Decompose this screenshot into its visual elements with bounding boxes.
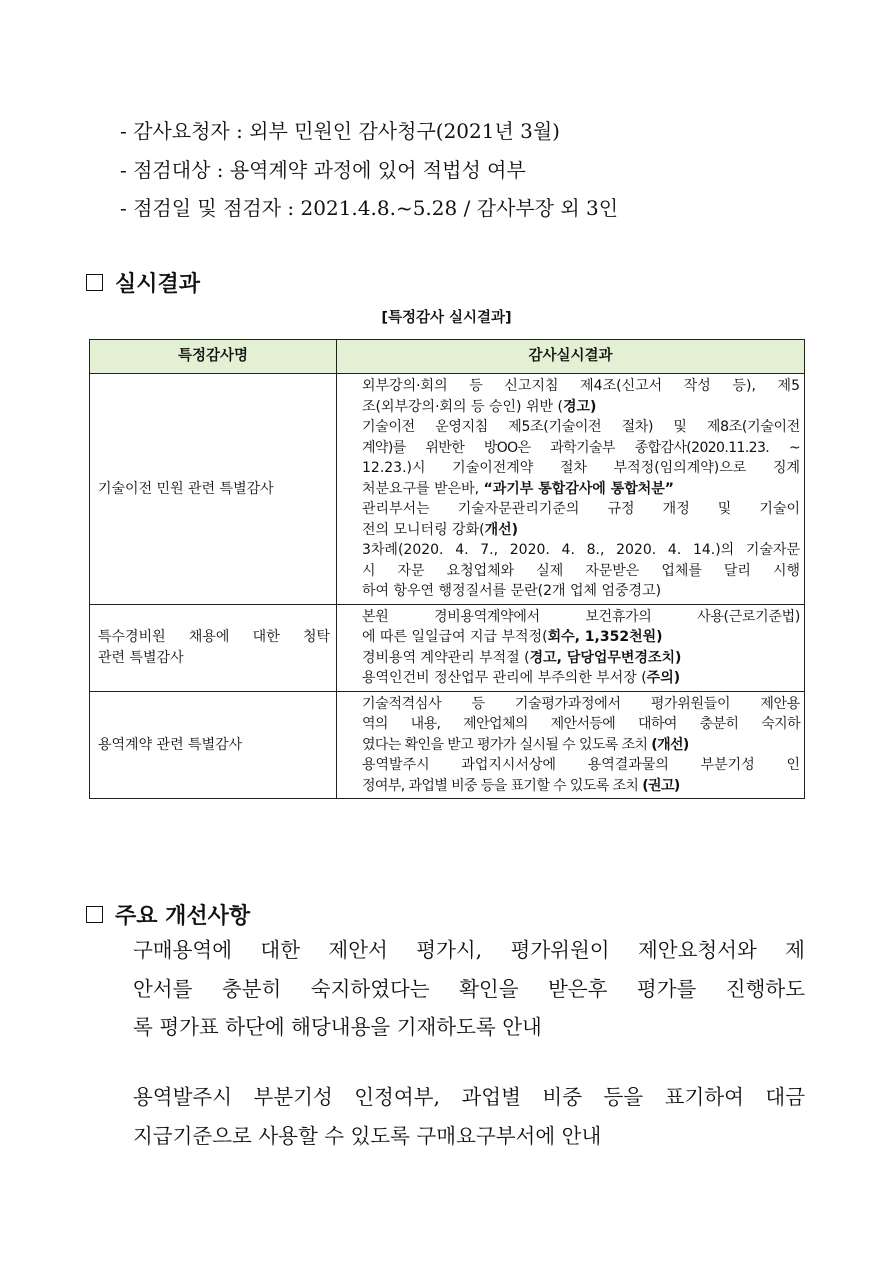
result-line: 기술적격심사 등 기술평가과정에서 평가위원들이 제안용 — [362, 695, 800, 712]
improvement-paragraph — [133, 931, 805, 1047]
result-line: 기술이전 운영지침 제5조(기술이전 절차) 및 제8조(기술이전 — [362, 419, 800, 435]
section-heading-improvements — [86, 899, 250, 930]
table-row — [90, 604, 805, 691]
table-row — [90, 691, 805, 799]
table-header-row — [90, 340, 805, 374]
checkbox-square-icon — [86, 906, 103, 923]
audit-result-cell — [337, 691, 805, 799]
result-line: 관리부서는 기술자문관리기준의 규정 개정 및 기술이 — [362, 501, 800, 517]
result-line: 정여부, 과업별 비중 등을 표기할 수 있도록 조치 (권고) — [362, 777, 680, 794]
result-line: 였다는 확인을 받고 평가가 실시될 수 있도록 조치 (개선) — [362, 736, 689, 753]
paragraph-line: 구매용역에 대한 제안서 평가시, 평가위원이 제안요청서와 제 — [133, 938, 805, 962]
section-title: 실시결과 — [115, 272, 201, 297]
audit-name-text: 특수경비원 채용에 대한 청탁 — [98, 629, 330, 645]
section-title: 주요 개선사항 — [115, 904, 251, 929]
section-heading-results — [86, 267, 200, 298]
audit-result-cell — [337, 604, 805, 691]
checkbox-square-icon — [86, 274, 103, 291]
result-line: 하여 항우연 행정질서를 문란(2개 업체 엄중경고) — [362, 583, 662, 599]
result-line: 조(외부강의·회의 등 승인) 위반 (경고) — [362, 398, 597, 415]
audit-name-text: 용역계약 관련 특별감사 — [98, 736, 243, 753]
result-line: 용역발주시 과업지시서상에 용역결과물의 부분기성 인 — [362, 757, 800, 773]
audit-target-item: - 점검대상 : 용역계약 과정에 있어 적법성 여부 — [120, 157, 526, 182]
result-line: 12.23.)시 기술이전계약 절차 부적정(임의계약)으로 징계 — [362, 460, 800, 476]
audit-name-text: 관련 특별감사 — [98, 649, 184, 666]
result-line: 경비용역 계약관리 부적절 (경고, 담당업무변경조치) — [362, 649, 682, 666]
result-line: 역의 내용, 제안업체의 제안서등에 대하여 충분히 숙지하 — [362, 716, 800, 732]
paragraph-line: 안서를 충분히 숙지하였다는 확인을 받은후 평가를 진행하도 — [133, 976, 805, 1001]
result-line: 본원 경비용역계약에서 보건휴가의 사용(근로기준법) — [362, 608, 800, 625]
table-row — [90, 374, 805, 605]
result-line: 용역인건비 정산업무 관리에 부주의한 부서장 (주의) — [362, 670, 681, 686]
audit-requester-item: - 감사요청자 : 외부 민원인 감사청구(2021년 3월) — [120, 119, 560, 143]
result-line: 시 자문 요청업체와 실제 자문받은 업체를 달리 시행 — [362, 562, 800, 579]
audit-name-cell — [90, 374, 337, 605]
column-header-audit-result: 감사실시결과 — [337, 340, 805, 374]
audit-name-text: 기술이전 민원 관련 특별감사 — [98, 480, 274, 497]
audit-name-cell — [90, 691, 337, 799]
paragraph-line: 용역발주시 부분기성 인정여부, 과업별 비중 등을 표기하여 대금 — [133, 1085, 805, 1109]
result-line: 처분요구를 받은바, “과기부 통합감사에 통합처분” — [362, 480, 674, 497]
table-caption: [특정감사 실시결과] — [381, 310, 512, 326]
paragraph-line: 지급기준으로 사용할 수 있도록 구매요구부서에 안내 — [133, 1123, 602, 1148]
improvement-paragraph — [133, 1078, 805, 1155]
result-line: 에 따른 일일급여 지급 부적정(회수, 1,352천원) — [362, 629, 663, 645]
audit-info-list — [120, 112, 618, 228]
result-line: 외부강의·회의 등 신고지침 제4조(신고서 작성 등), 제5 — [362, 378, 800, 394]
audit-name-cell — [90, 604, 337, 691]
column-header-audit-name: 특정감사명 — [90, 340, 337, 374]
result-line: 3차례(2020. 4. 7., 2020. 4. 8., 2020. 4. 14.)의 기술자문 — [362, 542, 800, 558]
paragraph-line: 록 평가표 하단에 해당내용을 기재하도록 안내 — [133, 1015, 542, 1039]
audit-date-inspector-item: - 점검일 및 점검자 : 2021.4.8.~5.28 / 감사부장 외 3인 — [120, 196, 619, 220]
audit-result-cell — [337, 374, 805, 605]
audit-results-table — [89, 339, 805, 799]
result-line: 계약)를 위반한 방OO은 과학기술부 종합감사(2020.11.23. ~ — [362, 439, 800, 456]
result-line: 전의 모니터링 강화(개선) — [362, 521, 519, 538]
